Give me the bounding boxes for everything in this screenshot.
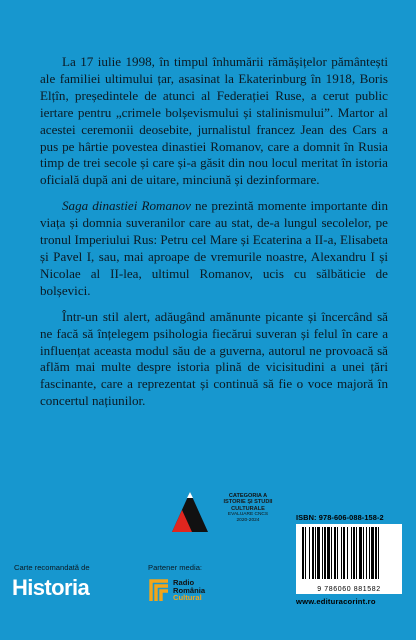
radio-romania-cultural-logo bbox=[148, 577, 228, 607]
barcode-bar bbox=[305, 527, 306, 579]
barcode-bar bbox=[309, 527, 310, 579]
barcode bbox=[296, 524, 402, 594]
radio-line-3: Cultural bbox=[173, 593, 202, 603]
barcode-bar bbox=[343, 527, 345, 579]
publisher-website: www.edituracorint.ro bbox=[296, 597, 376, 606]
barcode-bar bbox=[322, 527, 323, 579]
isbn-block bbox=[296, 513, 402, 606]
blurb-paragraph-2 bbox=[40, 198, 388, 299]
badge-text bbox=[213, 493, 283, 523]
barcode-bar bbox=[378, 527, 379, 579]
barcode-bar bbox=[353, 527, 355, 579]
barcode-bar bbox=[351, 527, 352, 579]
cncs-category-badge bbox=[166, 488, 286, 534]
media-partner-label: Partener media: bbox=[148, 563, 203, 572]
barcode-bar bbox=[315, 527, 316, 579]
barcode-bar bbox=[324, 527, 326, 579]
badge-line-3: CULTURALE bbox=[231, 505, 265, 512]
isbn-text: ISBN: 978-606-088-158-2 bbox=[296, 513, 384, 522]
badge-line-4: EVALUARE CNCS bbox=[227, 512, 269, 518]
barcode-bar bbox=[347, 527, 348, 579]
barcode-bar bbox=[334, 527, 336, 579]
barcode-digits: 9 786060 881582 bbox=[317, 586, 381, 593]
barcode-bar bbox=[359, 527, 362, 579]
recommended-by-label: Carte recomandată de bbox=[14, 563, 90, 572]
blurb-paragraph-2-rest: ne prezintă momente importante din viața și domnia suveranilor care au stat, de-a lungul secolelor, pe tronul Imperiului Rus: Petru cel Mare și Ecaterina a II-a, Elisabeta și Pavel I, sau, mai aproape de vremurile noastre, Alexandru I și Nicolae al II-lea, ultimul Romanov, ucis cu sălbăticie de bolșevici. bbox=[40, 198, 388, 298]
blurb-paragraph-1: La 17 iulie 1998, în timpul înhumării rămășițelor pământești ale familiei ultimului țar, asasinat la Ekaterinburg în 1918, Boris Elțîn, președintele de atunci al Federației Ruse, a cerut public iertare pentru „crimele bolșevismului și stalinismului”. Martor al acestei ceremonii deosebite, jurnalistul francez Jean des Cars a pus pe hârtie povestea dinastiei Romanov, care a domnit în Rusia timp de trei secole și care și-a găsit din nou locul meritat în istoria oficială după ani de uitare, minciună și dezinformare. bbox=[40, 54, 388, 188]
badge-line-1: CATEGORIA A bbox=[228, 493, 268, 499]
barcode-bars-icon bbox=[300, 527, 398, 583]
barcode-bar bbox=[327, 527, 330, 579]
barcode-bar bbox=[337, 527, 338, 579]
blurb-paragraph-3: Într-un stil alert, adăugând amănunte picante și încercând să ne facă să înțelegem psihologia fiecărui suveran și felul în care a influențat aceasta modul său de a guverna, autorul ne provoacă să aflăm mai multe despre istoria plină de vicisitudini a unei țări fascinante, care a reprezentat și continuă să fie o voce majoră în concertul națiunilor. bbox=[40, 308, 388, 409]
radio-line-2: România bbox=[173, 585, 206, 595]
barcode-bar bbox=[356, 527, 357, 579]
radio-line-1: Radio bbox=[173, 578, 195, 587]
radio-wave-icon bbox=[148, 577, 172, 603]
barcode-bar bbox=[363, 527, 364, 579]
radio-text bbox=[173, 579, 205, 602]
barcode-bar bbox=[369, 527, 370, 579]
badge-line-5: 2020-2024 bbox=[236, 517, 260, 523]
historia-logo: Historia bbox=[12, 575, 90, 600]
barcode-bar bbox=[317, 527, 320, 579]
barcode-bar bbox=[302, 527, 304, 579]
badge-line-2: ISTORIE ȘI STUDII bbox=[223, 499, 273, 506]
barcode-bar bbox=[341, 527, 342, 579]
barcode-bar bbox=[312, 527, 314, 579]
barcode-bar bbox=[366, 527, 367, 579]
barcode-bar bbox=[331, 527, 332, 579]
barcode-bar bbox=[371, 527, 374, 579]
book-title-inline: Saga dinastiei Romanov bbox=[62, 198, 191, 214]
barcode-bar bbox=[375, 527, 377, 579]
blurb-text bbox=[40, 54, 388, 410]
